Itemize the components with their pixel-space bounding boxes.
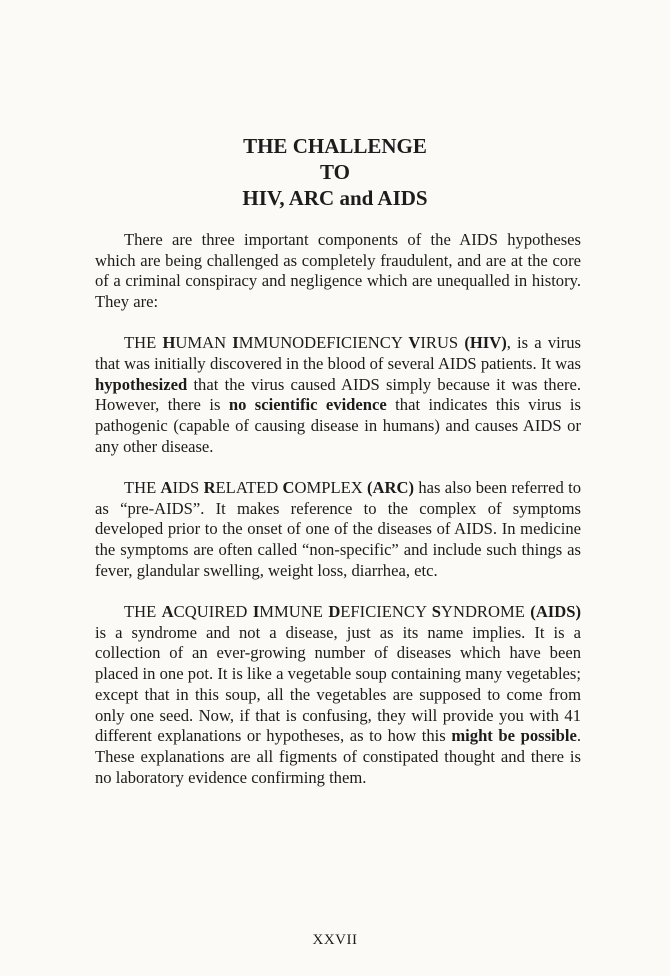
- text-run: THE: [124, 478, 161, 498]
- text-run: THE: [124, 602, 162, 622]
- text-run: UMAN: [175, 333, 233, 353]
- text-run: CQUIRED: [173, 602, 253, 622]
- text-run: IDS: [172, 478, 204, 498]
- text-run: MMUNE: [259, 602, 329, 622]
- emphasis-no-evidence: no scientific evidence: [228, 395, 387, 415]
- hiv-abbreviation: (HIV): [464, 333, 507, 353]
- text-run: YNDROME: [440, 602, 531, 622]
- text-run: MMUNODEFICIENCY: [238, 333, 409, 353]
- initial-letter: R: [203, 478, 216, 498]
- emphasis-hypothesized: hypothesized: [95, 374, 188, 394]
- title-line-1: THE CHALLENGE: [243, 134, 427, 158]
- intro-paragraph: There are three important components of the AIDS hypotheses which are being challenged as completely fraudulent, and are at the core of a criminal conspiracy and negligence which are unequalled in history. They are:: [95, 230, 581, 312]
- initial-letter: I: [232, 333, 239, 353]
- text-run: . These explanations are all figments of constipated thought and there is no laboratory evidence confirming them.: [95, 726, 581, 787]
- text-run: , is a virus that was initially discovered in the blood of several AIDS patients. It was: [95, 333, 582, 374]
- initial-letter: H: [162, 333, 176, 353]
- arc-paragraph: [95, 478, 581, 582]
- text-run: EFICIENCY: [340, 602, 432, 622]
- hiv-paragraph: [95, 333, 581, 457]
- initial-letter: D: [328, 602, 341, 622]
- arc-abbreviation: (ARC): [367, 478, 415, 498]
- initial-letter: I: [252, 602, 260, 622]
- text-run: OMPLEX: [294, 478, 368, 498]
- initial-letter: V: [408, 333, 421, 353]
- initial-letter: C: [282, 478, 295, 498]
- text-run: that indicates this virus is pathogenic (capable of causing disease in humans) and causes AIDS or any other disease.: [95, 395, 581, 456]
- title-line-3: HIV, ARC and AIDS: [242, 186, 428, 210]
- text-run: is a syndrome and not a disease, just as its name implies. It is a collection of an ever-growing number of diseases which have been placed in one pot. It is like a vegetable soup containing many vegetables; except that in this soup, all the vegetables are supposed to come from only one seed. Now, if that is confusing, they will provide you with 41 different explanations or hypotheses, as to how this: [95, 622, 581, 746]
- page-number: XXVII: [312, 932, 358, 948]
- initial-letter: S: [431, 602, 441, 622]
- text-run: THE: [124, 333, 163, 353]
- text-run: ELATED: [215, 478, 283, 498]
- text-run: that the virus caused AIDS simply because it was there. However, there is: [95, 374, 581, 415]
- chapter-body: [95, 230, 581, 809]
- title-line-2: TO: [320, 160, 350, 184]
- initial-letter: A: [160, 478, 173, 498]
- chapter-title: [0, 133, 670, 211]
- initial-letter: A: [161, 602, 174, 622]
- aids-paragraph: [95, 602, 581, 788]
- text-run: IRUS: [420, 333, 465, 353]
- text-run: has also been referred to as “pre-AIDS”. It makes reference to the complex of symptoms developed prior to the onset of one of the diseases of AIDS. In medicine the symptoms are often called “non-specific” and include such things as fever, glandular swelling, weight loss, diarrhea, etc.: [95, 478, 582, 580]
- aids-abbreviation: (AIDS): [530, 602, 582, 622]
- emphasis-might-be-possible: might be possible: [451, 726, 577, 746]
